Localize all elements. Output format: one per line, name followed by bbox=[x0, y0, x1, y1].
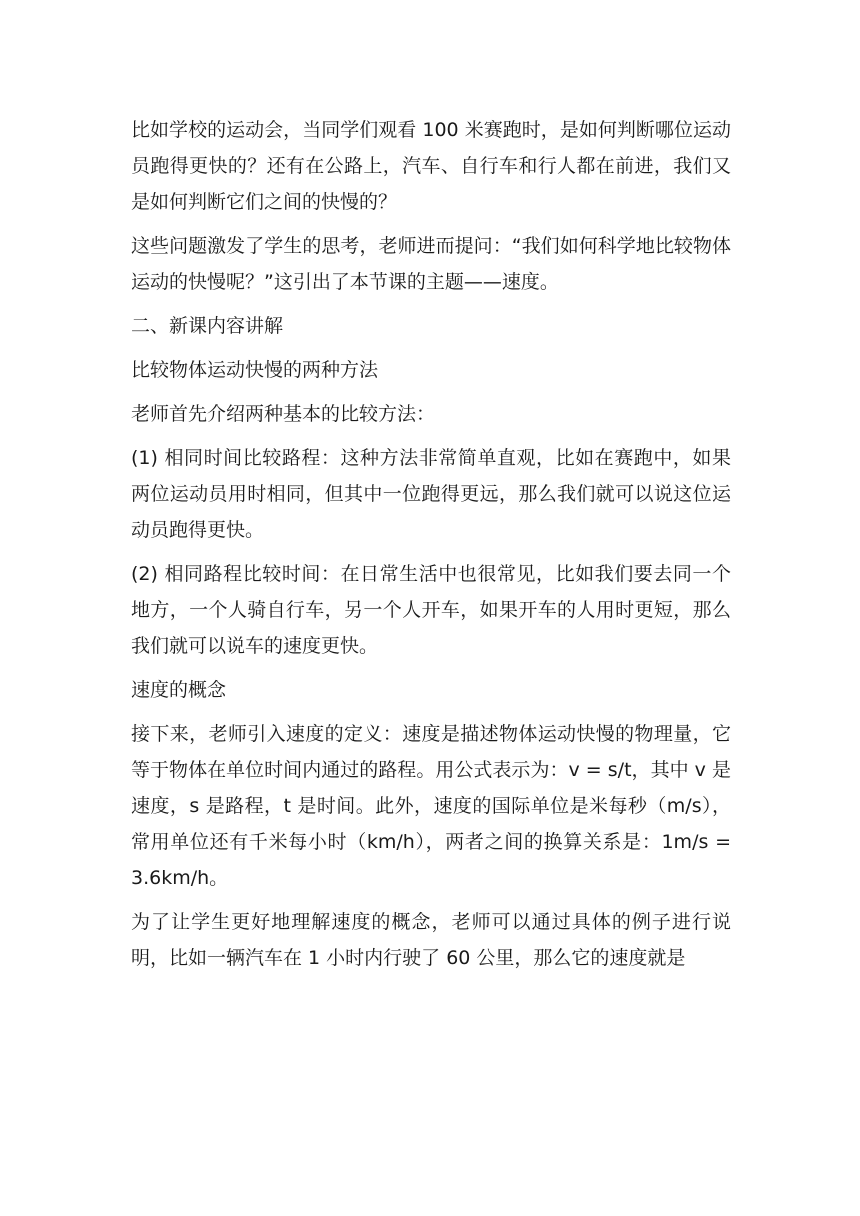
section-heading-new-lesson: 二、新课内容讲解 bbox=[131, 315, 284, 337]
speed-definition-paragraph: 接下来，老师引入速度的定义：速度是描述物体运动快慢的物理量，它等于物体在单位时间内通过的路程。用公式表示为：v = s/t，其中 v 是速度，s 是路程，t 是时间。此外，速度的国际单位是米每秒（m/s），常用单位还有千米每小时（km/h），两者之间的换算关系是：1m/s = 3.6km/h。 bbox=[131, 723, 731, 889]
methods-intro-paragraph: 老师首先介绍两种基本的比较方法： bbox=[131, 403, 436, 425]
method-2-paragraph: (2) 相同路程比较时间：在日常生活中也很常见，比如我们要去同一个地方，一个人骑自行车，另一个人开车，如果开车的人用时更短，那么我们就可以说车的速度更快。 bbox=[131, 563, 731, 657]
speed-example-paragraph: 为了让学生更好地理解速度的概念，老师可以通过具体的例子进行说明，比如一辆汽车在 1 小时内行驶了 60 公里，那么它的速度就是 bbox=[131, 911, 731, 969]
subheading-comparison-methods: 比较物体运动快慢的两种方法 bbox=[131, 359, 379, 381]
intro-paragraph-1: 比如学校的运动会，当同学们观看 100 米赛跑时，是如何判断哪位运动员跑得更快的？还有在公路上，汽车、自行车和行人都在前进，我们又是如何判断它们之间的快慢的？ bbox=[131, 119, 731, 213]
method-1-paragraph: (1) 相同时间比较路程：这种方法非常简单直观，比如在赛跑中，如果两位运动员用时相同，但其中一位跑得更远，那么我们就可以说这位运动员跑得更快。 bbox=[131, 447, 731, 541]
document-body bbox=[131, 112, 731, 984]
intro-paragraph-2: 这些问题激发了学生的思考，老师进而提问：“我们如何科学地比较物体运动的快慢呢？”这引出了本节课的主题——速度。 bbox=[131, 235, 731, 293]
subheading-speed-concept: 速度的概念 bbox=[131, 679, 227, 701]
